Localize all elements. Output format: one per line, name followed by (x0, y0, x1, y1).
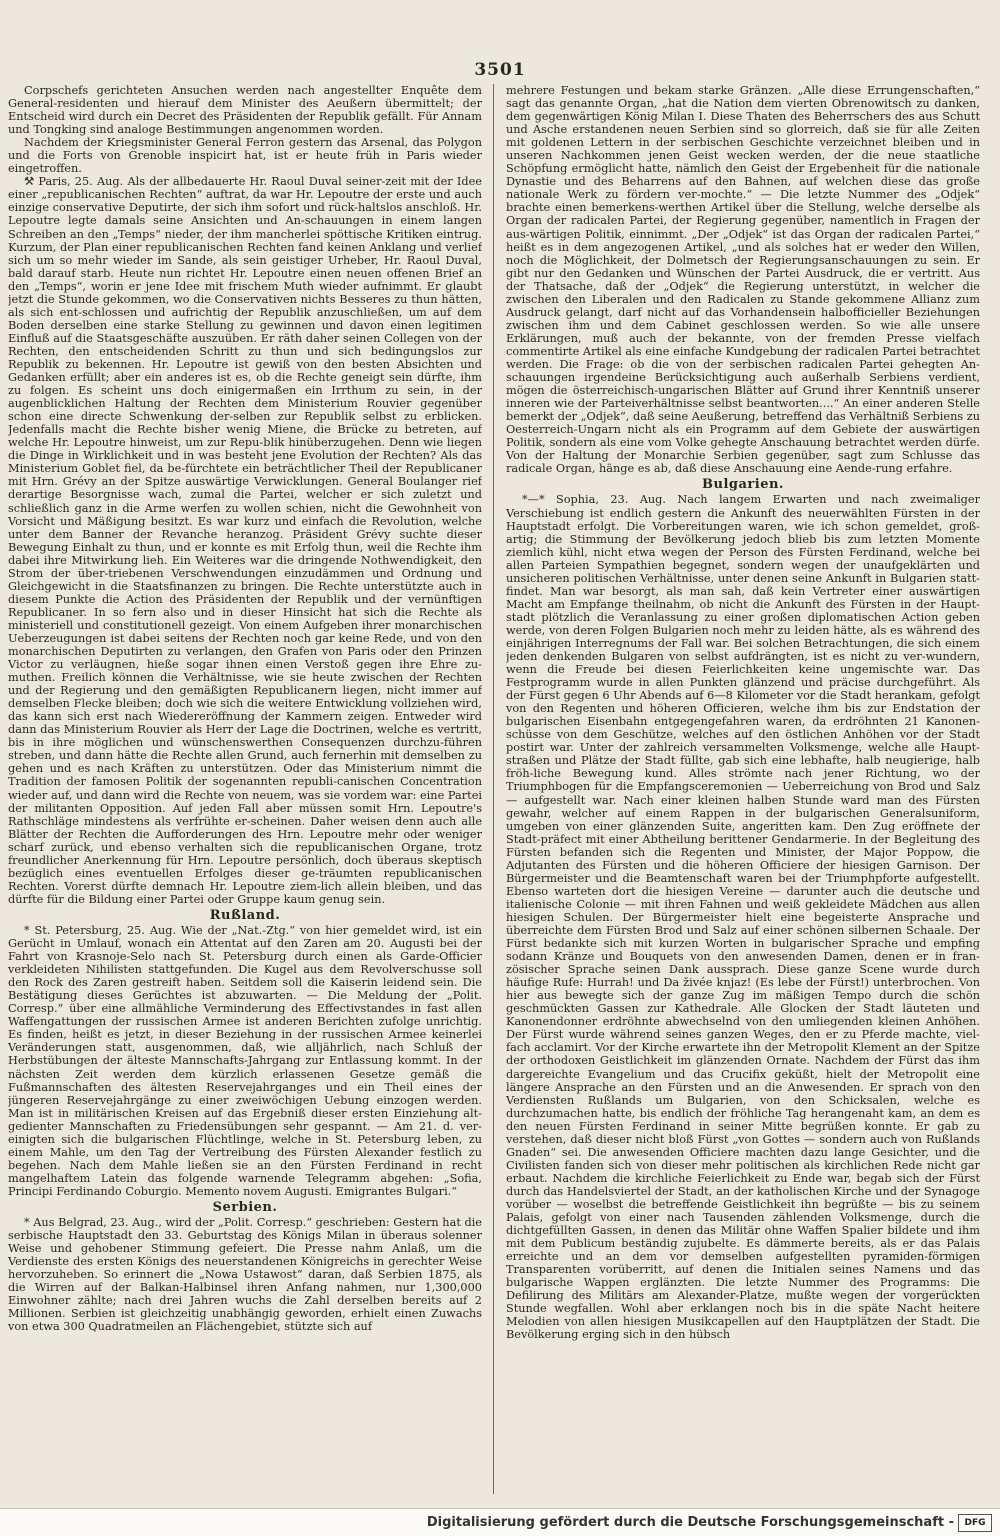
column-divider (493, 84, 494, 1494)
right-column (506, 84, 980, 1496)
article-paragraph: Nachdem der Kriegsminister General Ferron gestern das Arsenal, das Polygon und die Forts von Grenoble inspicirt hat, ist er heute früh in Paris wieder eingetroffen. (8, 136, 482, 176)
article-paragraph: Corpschefs gerichteten Ansuchen werden nach angestellter Enquête dem General-residenten und hierauf dem Minister des Aeußern übermittelt; der Entscheid wird durch ein Decret des Präsidenten der Republik gefällt. Für Annam und Tongking sind analoge Bestimmungen angenommen worden. (8, 84, 482, 137)
section-heading-serbien: Serbien. (212, 1199, 278, 1215)
article-belgrad-continued: mehrere Festungen und bekam starke Gränzen. „Alle diese Errungenschaften,“ sagt das genannte Organ, „hat die Nation dem vierten Obrenowitsch zu danken, dem gegenwärtigen König Milan I. Diese Thaten des Beherrschers des aus Schutt und Asche erstandenen neuen Serbien sind so glorreich, daß sie für alle Zeiten mit goldenen Lettern in der serbischen Geschichte verzeichnet bleiben und in unseren Nachkommen jenen Geist wecken werden, der die neue staatliche Schöpfung ermöglicht hatte, nämlich den Geist der Ergebenheit für die nationale Dynastie und des Beharrens auf den Bahnen, auf welchen diese das große nationale Werk zu fördern ver-mochte.“ — Die letzte Nummer des „Odjek“ brachte einen bemerkens-werthen Artikel über die Stellung, welche derselbe als Organ der radicalen Partei, der Regierung gegenüber, namentlich in Fragen der aus-wärtigen Politik, einnimmt. „Der „Odjek“ ist das Organ der radicalen Partei,“ heißt es in dem angezogenen Artikel, „und als solches hat er weder den Willen, noch die Möglichkeit, der Dolmetsch der Regierungsanschauungen zu sein. Er gibt nur den Gedanken und Wünschen der Partei Ausdruck, die er vertritt. Aus der Thatsache, daß der „Odjek“ die Regierung unterstützt, in welcher die zwischen den Liberalen und den Radicalen zu Stande gekommene Allianz zum Ausdruck gelangt, darf nicht auf das Vorhandensein halbofficieller Beziehungen zwischen ihm und dem Cabinet geschlossen werden. So wie alle unsere Erklärungen, muß auch der bekannte, von der fremden Presse vielfach commentirte Artikel als eine einfache Kundgebung der radicalen Partei betrachtet werden. Die Frage: ob die von der serbischen radicalen Partei gehegten An-schauungen irgendeine Berücksichtigung auch außerhalb Serbiens verdient, mögen die österreichisch-ungarischen Blätter auf Grund ihrer Kenntniß unserer inneren wie der Parteiverhältnisse selbst beantworten....“ An einer anderen Stelle bemerkt der „Odjek“, daß seine Aeußerung, betreffend das Verhältniß Serbiens zu Oesterreich-Ungarn nicht als ein Programm auf dem Gebiete der auswärtigen Politik, sondern als eine vom Volke gehegte Anschauung betrachtet werden dürfe. Von der Haltung der Monarchie Serbien gegenüber, sagt zum Schlusse das radicale Organ, hänge es ab, daß diese Anschauung eine Aende-rung erfahre. (506, 84, 980, 476)
digitization-footer (0, 1508, 1000, 1536)
article-sophia: *—* Sophia, 23. Aug. Nach langem Erwarten und nach zweimaliger Verschiebung ist endlich gestern die Ankunft des neuerwählten Fürsten in der Hauptstadt erfolgt. Die Vorbereitungen waren, wie ich schon gemeldet, groß-artig; die Stimmung der Bevölkerung jedoch blieb bis zum letzten Momente ziemlich kühl, nicht etwa wegen der Person des Fürsten Ferdinand, welche bei allen Parteien Sympathien begegnet, sondern wegen der unaufgeklärten und unsicheren politischen Verhältnisse, unter denen seine Ankunft in Bulgarien statt-findet. Man war besorgt, als man sah, daß kein Vertreter einer auswärtigen Macht am Empfange theilnahm, ob nicht die Ankunft des Fürsten in der Haupt-stadt plötzlich die Veranlassung zu einer großen diplomatischen Action geben werde, von deren Folgen Bulgarien noch mehr zu leiden hätte, als es während des einjährigen Interregnums der Fall war. Bei solchen Betrachtungen, die sich einem jeden denkenden Bulgaren von selbst aufdrängten, ist es nicht zu ver-wundern, wenn die Freude bei diesen Feierlichkeiten keine ungemischte war. Das Festprogramm wurde in allen Punkten glänzend und präcise durchgeführt. Als der Fürst gegen 6 Uhr Abends auf 6—8 Kilometer vor die Stadt herankam, gefolgt von den Regenten und höheren Officieren, welche ihm bis zur Endstation der bulgarischen Eisenbahn entgegengefahren waren, da erdröhnten 21 Kanonen-schüsse von dem Geschütze, welches auf den östlichen Anhöhen vor der Stadt postirt war. Unter der zahlreich versammelten Volksmenge, welche alle Haupt-straßen und Plätze der Stadt füllte, gab sich eine lebhafte, halb neugierige, halb fröh-liche Bewegung kund. Alles strömte nach jener Richtung, wo der Triumphbogen für die Empfangsceremonien — Ueberreichung von Brod und Salz — aufgestellt war. Nach einer kleinen halben Stunde ward man des Fürsten gewahr, welcher auf einem Rappen in der bulgarischen Generalsuniform, umgeben von einer glänzenden Suite, angeritten kam. Den Zug eröffnete der Stadt-präfect mit einer Abtheilung berittener Gendarmerie. In der Begleitung des Fürsten befanden sich die Regenten und Minister, der Major Poppow, die Adjutanten des Fürsten und die höheren Officiere der hiesigen Garnison. Der Bürgermeister und die Beamtenschaft waren bei der Triumphpforte aufgestellt. Ebenso warteten dort die hiesigen Vereine — darunter auch die deutsche und italienische Colonie — mit ihren Fahnen und weiß gekleidete Mädchen aus allen hiesigen Schulen. Der Bürgermeister hielt eine begeisterte Ansprache und überreichte dem Fürsten Brod und Salz auf einer schönen silbernen Schaale. Der Fürst bedankte sich mit kurzen Worten in bulgarischer Sprache und empfing sodann Kränze und Bouquets von den anwesenden Damen, denen er in fran-zösischer Sprache seinen Dank aussprach. Diese ganze Scene wurde durch häufige Rufe: Hurrah! und Da živée knjaz! (Es lebe der Fürst!) unterbrochen. Von hier aus bewegte sich der ganze Zug im mäßigen Tempo durch die schön geschmückten Gassen zur Kathedrale. Alle Glocken der Stadt läuteten und Kanonendonner erdröhnte abwechselnd von den umliegenden kleinen Anhöhen. Der Fürst wurde während seines ganzen Weges, den er zu Pferde machte, viel-fach acclamirt. Vor der Kirche erwartete ihn der Metropolit Klement an der Spitze der orthodoxen Geistlichkeit im glänzenden Ornate. Nachdem der Fürst das ihm dargereichte Evangelium und das Crucifix geküßt, hielt der Metropolit eine längere Ansprache an den Fürsten und an die Anwesenden. Er sprach von den Verdiensten Rußlands um Bulgarien, von den Schicksalen, welche es durchzumachen hatte, bis endlich der fröhliche Tag herangenaht kam, an dem es den neuen Fürsten Ferdinand in seiner Mitte begrüßen konnte. Er gab zu verstehen, daß dieser nicht bloß Fürst „von Gottes — sondern auch von Rußlands Gnaden“ sei. Die anwesenden Officiere machten dazu lange Gesichter, und die Civilisten fanden sich von dieser mehr politischen als kirchlichen Rede nicht gar erbaut. Nachdem die kirchliche Feierlichkeit zu Ende war, begab sich der Fürst durch das Handelsviertel der Stadt, an der katholischen Kirche und der Synagoge vorüber — woselbst die betreffende Geistlichkeit ihn begrüßte — bis zu seinem Palais, gefolgt von einer nach Tausenden zählenden Volksmenge, durch die dichtgefüllten Gassen, in denen das Militär ohne Waffen Spalier bildete und ihm mit dem Publicum beständig zujubelte. Es dämmerte bereits, als er das Palais erreichte und an dem vor demselben aufgestellten pyramiden-förmigen Transparenten vorüberritt, auf denen die Initialen seines Namens und das bulgarische Wappen erglänzten. Die letzte Nummer des Programms: Die Defilirung des Militärs am Alexander-Platze, mußte wegen der vorgerückten Stunde wegfallen. Wohl aber erklangen noch bis in die späte Nacht heitere Melodien von allen hiesigen Musikcapellen auf den Hauptplätzen der Stadt. Die Bevölkerung erging sich in den hübsch (506, 493, 980, 1342)
article-st-petersburg: * St. Petersburg, 25. Aug. Wie der „Nat.-Ztg.“ von hier gemeldet wird, ist ein Gerücht in Umlauf, wonach ein Attentat auf den Zaren am 20. Augusti bei der Fahrt von Krasnoje-Selo nach St. Petersburg durch einen als Garde-Officier verkleideten Nihilisten stattgefunden. Die Kugel aus dem Revolverschusse soll den Rock des Zaren gestreift haben. Seitdem soll die Kaiserin leidend sein. Die Bestätigung dieses Gerüchtes ist abzuwarten. — Die Meldung der „Polit. Corresp.“ über eine allmähliche Verminderung des Effectivstandes in fast allen Waffengattungen der russischen Armee ist anderen Berichten zufolge unrichtig. Es finden, heißt es jetzt, in dieser Beziehung in der russischen Armee keinerlei Veränderungen statt, ausgenommen, daß, wie alljährlich, nach Schluß der Herbstübungen der älteste Mannschafts-Jahrgang zur Entlassung kommt. In der nächsten Zeit werden dem kürzlich erlassenen Gesetze gemäß die Fußmannschaften des ältesten Reservejahrganges und ein Theil eines der jüngeren Reservejahrgänge zu einer zweiwöchigen Uebung einzogen werden. Man ist in militärischen Kreisen auf das Ergebniß dieser ersten Einziehung alt-gedienter Mannschaften zu Friedensübungen sehr gespannt. — Am 21. d. ver-einigten sich die bulgarischen Flüchtlinge, welche in St. Petersburg leben, zu einem Mahle, um den Tag der Vertreibung des Fürsten Alexander festlich zu begehen. Nach dem Mahle ließen sie an den Fürsten Ferdinand in recht mangelhaftem Latein das folgende warnende Telegramm abgehen: „Sofia, Principi Ferdinando Coburgio. Memento novem Augusti. Emigrantes Bulgari.“ (8, 924, 482, 1198)
footer-credit: Digitalisierung gefördert durch die Deutsche Forschungsgemeinschaft - (426, 1515, 954, 1530)
left-column (8, 84, 482, 1496)
section-heading-bulgarien: Bulgarien. (702, 477, 784, 493)
article-paris: ⚒ Paris, 25. Aug. Als der allbedauerte Hr. Raoul Duval seiner-zeit mit der Idee einer „republicanischen Rechten“ auftrat, da war Hr. Lepoutre der erste und auch einzige conservative Deputirte, der sich ihm sofort und rück-haltslos anschloß. Hr. Lepoutre legte damals seine Ansichten und An-schauungen in einem langen Schreiben an den „Temps“ nieder, der ihm mancherlei spöttische Kritiken eintrug. Kurzum, der Plan einer republicanischen Rechten fand keinen Anklang und verlief sich um so mehr wieder im Sande, als sein geistiger Urheber, Hr. Raoul Duval, bald darauf starb. Heute nun richtet Hr. Lepoutre einen neuen offenen Brief an den „Temps“, worin er jene Idee mit frischem Muth wieder aufnimmt. Er glaubt jetzt die Stunde gekommen, wo die Conservativen nichts Besseres zu thun hätten, als sich ent-schlossen und aufrichtig der Republik anzuschließen, um auf dem Boden derselben eine starke Stellung zu gewinnen und davon einen legitimen Einfluß auf die Staatsgeschäfte auszuüben. Er räth daher seinen Collegen von der Rechten, den entscheidenden Schritt zu thun und sich bedingungslos zur Republik zu bekennen. Hr. Lepoutre ist gewiß von den besten Absichten und Gedanken erfüllt; aber ein anderes ist es, ob die Rechte geneigt sein dürfte, ihm zu folgen. Es scheint uns doch einigermaßen ein Irrthum zu sein, in der augenblicklichen Haltung der Rechten dem Ministerium Rouvier gegenüber schon eine directe Schwenkung der-selben zur Republik selbst zu erblicken. Jedenfalls macht die Rechte bisher wenig Miene, die Brücke zu betreten, auf welche Hr. Lepoutre hinweist, um zur Repu-blik hinüberzugehen. Denn wie liegen die Dinge in Wirklichkeit und in was besteht jene Evolution der Rechten? Als das Ministerium Goblet fiel, da be-fürchtete ein beträchtlicher Theil der Republicaner mit Hrn. Grévy an der Spitze auswärtige Verwicklungen. General Boulanger rief derartige Besorgnisse wach, zumal die Partei, welcher er sich zuletzt und schließlich ganz in die Arme werfen zu wollen schien, nicht die Gewohnheit von Vorsicht und Mäßigung besitzt. Es war kurz und einfach die Revolution, welche unter dem Banner der Revanche heranzog. Präsident Grévy suchte dieser Bewegung Einhalt zu thun, und er konnte es mit Erfolg thun, weil die Rechte ihm dabei ihre Mitwirkung lieh. Ein Weiteres war die dringende Nothwendigkeit, den Strom der über-triebenen Verschwendungen einzudämmen und Ordnung und Gleichgewicht in die Staatsfinanzen zu bringen. Die Rechte unterstützte auch in diesem Punkte die Action des Präsidenten der Republik und der vernünftigen Republicaner. In so fern also und in dieser Hinsicht hat sich die Rechte als ministeriell und constitutionell gezeigt. Von einem Aufgeben ihrer monarchischen Ueberzeugungen ist dabei seitens der Rechten noch gar keine Rede, und von den monarchischen Deputirten zu verlangen, den Grafen von Paris oder den Prinzen Victor zu verläugnen, hieße sogar ihnen einen Verstoß gegen ihre Ehre zu-muthen. Freilich können die Verhältnisse, wie sie heute zwischen der Rechten und der Regierung und den gemäßigten Republicanern liegen, nicht immer auf demselben Flecke bleiben; doch wie sich die weitere Entwicklung vollziehen wird, das kann sich erst nach Wiedereröffnung der Kammern zeigen. Entweder wird dann das Ministerium Rouvier als Herr der Lage die Doctrinen, welche es vertritt, bis in ihre möglichen und wünschenswerthen Consequenzen durchzu-führen streben, und dann hätte die Rechte allen Grund, auch fernerhin mit demselben zu gehen und es nach Kräften zu unterstützen. Oder das Ministerium nimmt die Tradition der famosen Politik der sogenannten republi-canischen Concentration wieder auf, und dann wird die Rechte von neuem, was sie vordem war: eine Partei der militanten Opposition. Auf jeden Fall aber müssen somit Hrn. Lepoutre's Rathschläge mindestens als verfrühte er-scheinen. Daher weisen denn auch alle Blätter der Rechten die Aufforderungen des Hrn. Lepoutre mehr oder weniger scharf zurück, und ebenso verhalten sich die republicanischen Organe, trotz freundlicher Anerkennung für Hrn. Lepoutre persönlich, doch überaus skeptisch bezüglich eines eventuellen Erfolges dieser ge-träumten republicanischen Rechten. Vorerst dürfte demnach Hr. Lepoutre ziem-lich allein bleiben, und das dürfte für die Bildung einer Partei oder Gruppe kaum genug sein. (8, 175, 482, 906)
section-heading-russland: Rußland. (209, 907, 281, 923)
article-belgrad: * Aus Belgrad, 23. Aug., wird der „Polit. Corresp.“ geschrieben: Gestern hat die serbische Hauptstadt den 33. Geburtstag des Königs Milan in überaus solenner Weise und gehobener Stimmung gefeiert. Die Presse nahm Anlaß, um die Verdienste des ersten Königs des neuerstandenen Königreichs in gerechter Weise hervorzuheben. So erinnert die „Nowa Ustawost“ daran, daß Serbien 1875, als die Wirren auf der Balkan-Halbinsel ihren Anfang nahmen, nur 1,300,000 Einwohner zählte; nach drei Jahren wuchs die Zahl derselben bereits auf 2 Millionen. Serbien ist gleichzeitig unabhängig geworden, erhielt einen Zuwachs von etwa 300 Quadratmeilen an Flächengebiet, stützte sich auf (8, 1216, 482, 1334)
page-number: 3501 (474, 60, 526, 80)
dfg-logo-icon: DFG (958, 1514, 992, 1532)
